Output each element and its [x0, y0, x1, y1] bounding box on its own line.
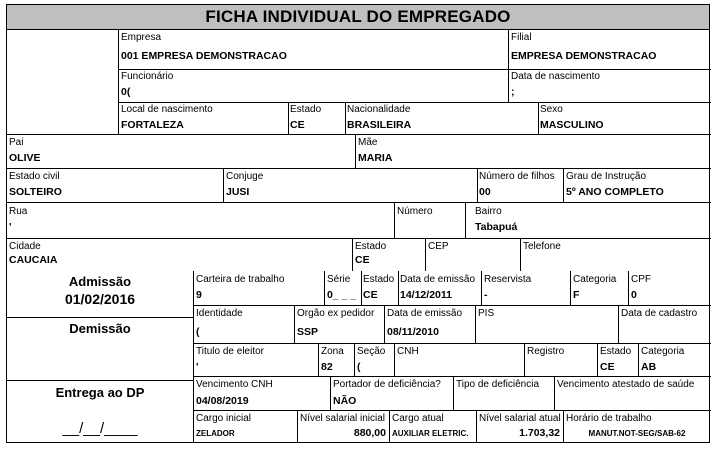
num-filhos-label: Número de filhos [479, 171, 555, 182]
tipo-def-label: Tipo de deficiência [456, 379, 540, 390]
num-filhos-value: 00 [479, 186, 491, 198]
portador-def-label: Portador de deficiência? [333, 379, 441, 390]
portador-def-value: NÃO [333, 395, 357, 407]
estado-nasc-label: Estado [290, 104, 322, 115]
admissao-value: 01/02/2016 [64, 291, 136, 307]
estado-cnh-value: CE [600, 361, 615, 373]
funcionario-label: Funcionário [121, 71, 174, 82]
estado-cnh-label: Estado [600, 346, 632, 357]
carteira-label: Carteira de trabalho [196, 274, 285, 285]
registro-label: Registro [527, 346, 565, 357]
cnh-label: CNH [397, 346, 419, 357]
bairro-value: Tabapuá [475, 221, 518, 233]
estado-civil-label: Estado civil [9, 171, 60, 182]
telefone-label: Telefone [523, 241, 561, 252]
zona-value: 82 [321, 361, 333, 373]
cargo-atual-label: Cargo atual [392, 413, 444, 424]
empresa-label: Empresa [121, 32, 162, 43]
data-nascimento-label: Data de nascimento [511, 71, 600, 82]
categoria-res-value: F [573, 289, 580, 301]
estado-nasc-value: CE [290, 119, 305, 131]
nacionalidade-value: BRASILEIRA [347, 119, 412, 131]
reservista-value: - [484, 289, 488, 301]
rua-label: Rua [9, 206, 28, 217]
secao-value: ( [357, 361, 361, 373]
cargo-inicial-label: Cargo inicial [196, 413, 252, 424]
nivel-sal-atual-label: Nível salarial atual [479, 413, 561, 424]
estado-ctps-value: CE [363, 289, 378, 301]
empresa-value: 001 EMPRESA DEMONSTRACAO [121, 50, 287, 62]
estado-end-label: Estado [355, 241, 387, 252]
conjuge-label: Conjuge [226, 171, 264, 182]
entrega-dp-date: __/__/____ [62, 420, 138, 437]
venc-atestado-label: Vencimento atestado de saúde [557, 379, 695, 390]
categoria-res-label: Categoria [573, 274, 617, 285]
carteira-value: 9 [196, 289, 202, 301]
data-cadastro-label: Data de cadastro [621, 308, 698, 319]
vencimento-cnh-value: 04/08/2019 [196, 395, 249, 407]
mae-value: MARIA [358, 152, 393, 164]
cpf-label: CPF [631, 274, 651, 285]
orgao-exp-value: SSP [297, 326, 319, 338]
conjuge-value: JUSI [226, 186, 250, 198]
cargo-atual-value: AUXILIAR ELETRIC. [392, 429, 469, 438]
estado-ctps-label: Estado [363, 274, 395, 285]
grau-instrucao-value: 5º ANO COMPLETO [566, 186, 664, 198]
funcionario-value: 0( [121, 86, 131, 98]
mae-label: Mãe [358, 137, 378, 148]
filial-label: Filial [511, 32, 532, 43]
pai-value: OLIVE [9, 152, 41, 164]
admissao-label: Admissão [68, 274, 132, 289]
cpf-value: 0 [631, 289, 637, 301]
data-emissao-ctps-value: 14/12/2011 [400, 289, 452, 301]
nivel-sal-inicial-value: 880,00 [353, 427, 386, 439]
numero-label: Número [397, 206, 433, 217]
orgao-exp-label: Orgão ex pedidor [297, 308, 375, 319]
filial-value: EMPRESA DEMONSTRACAO [511, 50, 657, 62]
identidade-value: ( [196, 326, 200, 338]
sexo-value: MASCULINO [540, 119, 604, 131]
cidade-label: Cidade [9, 241, 41, 252]
cep-label: CEP [428, 241, 449, 252]
titulo-eleitor-label: Titulo de eleitor [196, 346, 264, 357]
local-nascimento-value: FORTALEZA [121, 119, 184, 131]
pis-label: PIS [478, 308, 495, 319]
employee-record-form [6, 30, 710, 443]
sexo-label: Sexo [540, 104, 563, 115]
grau-instrucao-label: Grau de Instrução [566, 171, 647, 182]
cidade-value: CAUCAIA [9, 254, 58, 266]
secao-label: Seção [357, 346, 386, 357]
nivel-sal-inicial-label: Nível salarial inicial [300, 413, 386, 424]
data-nascimento-value: ; [511, 86, 515, 98]
nacionalidade-label: Nacionalidade [347, 104, 411, 115]
categoria-cnh-label: Categoria [641, 346, 685, 357]
horario-value: MANUT.NOT-SEG/SAB-62 [588, 429, 686, 438]
vencimento-cnh-label: Vencimento CNH [196, 379, 273, 390]
horario-label: Horário de trabalho [566, 413, 652, 424]
data-emissao-ctps-label: Data de emissão [400, 274, 476, 285]
data-emissao-id-label: Data de emissão [387, 308, 463, 319]
reservista-label: Reservista [484, 274, 532, 285]
data-emissao-id-value: 08/11/2010 [387, 326, 439, 338]
cargo-inicial-value: ZELADOR [196, 429, 235, 438]
form-title: FICHA INDIVIDUAL DO EMPREGADO [6, 4, 710, 30]
nivel-sal-atual-value: 1.703,32 [519, 427, 560, 439]
zona-label: Zona [321, 346, 344, 357]
titulo-eleitor-value: ' [196, 361, 199, 373]
serie-value: 0_ _ _ [327, 289, 357, 301]
bairro-label: Bairro [475, 206, 502, 217]
serie-label: Série [327, 274, 351, 285]
local-nascimento-label: Local de nascimento [121, 104, 213, 115]
pai-label: Pai [9, 137, 24, 148]
identidade-label: Identidade [196, 308, 243, 319]
estado-civil-value: SOLTEIRO [9, 186, 62, 198]
demissao-label: Demissão [69, 321, 131, 336]
categoria-cnh-value: AB [641, 361, 657, 373]
rua-value: ' [9, 221, 12, 233]
estado-end-value: CE [355, 254, 370, 266]
entrega-dp-label: Entrega ao DP [55, 385, 145, 400]
